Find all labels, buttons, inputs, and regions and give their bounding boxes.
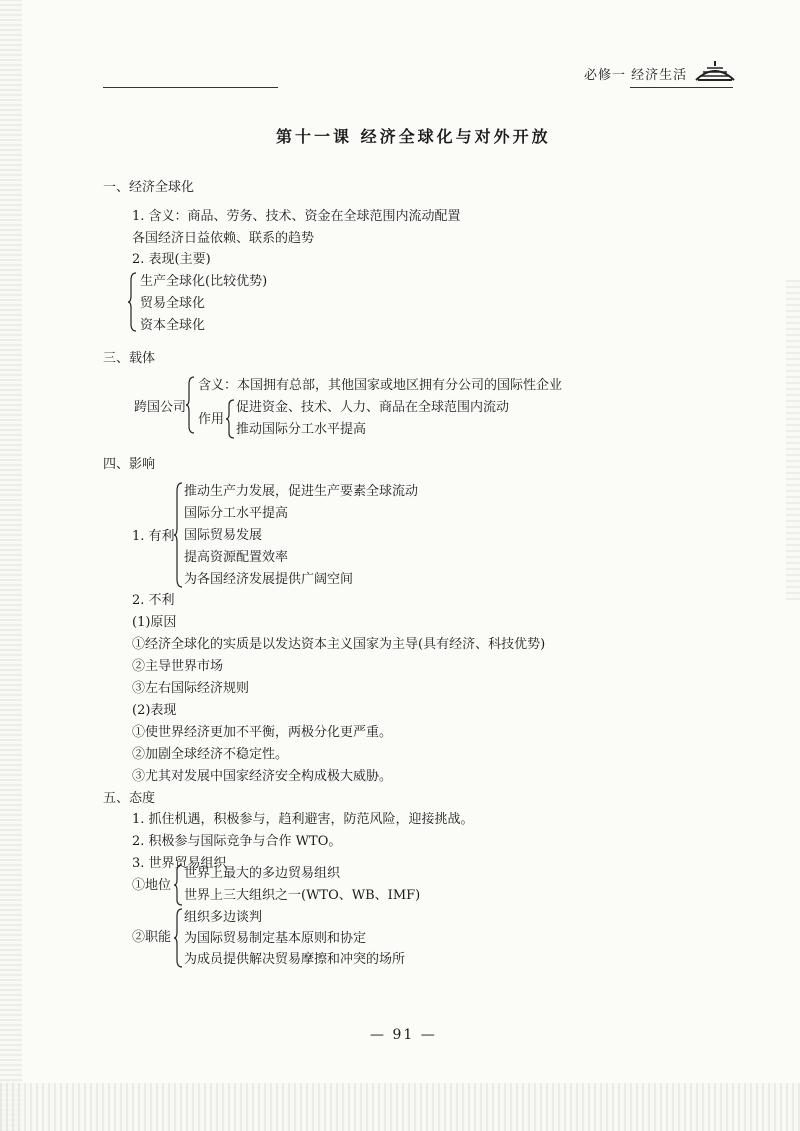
list-item: 含义：本国拥有总部，其他国家或地区拥有分公司的国际性企业 [198, 378, 563, 393]
list-item: 为成员提供解决贸易摩擦和冲突的场所 [184, 952, 406, 967]
list-item: 贸易全球化 [140, 296, 206, 311]
running-header: 必修一 经济生活 [584, 68, 688, 83]
header-rule-left [103, 87, 278, 88]
brace-icon [174, 482, 184, 588]
text-line: 各国经济日益依赖、联系的趋势 [132, 231, 315, 246]
scan-noise-left [0, 0, 22, 1131]
text-line: 2. 积极参与国际竞争与合作 WTO。 [132, 834, 342, 849]
brace-icon [174, 908, 184, 968]
list-item: 为国际贸易制定基本原则和协定 [184, 931, 367, 946]
list-item: 世界上最大的多边贸易组织 [184, 866, 341, 881]
list-item: 世界上三大组织之一(WTO、WB、IMF) [184, 888, 421, 903]
text-line: (2)表现 [132, 703, 177, 718]
list-item: 生产全球化(比较优势) [140, 274, 268, 289]
text-line: 3. 世界贸易组织 [132, 856, 227, 871]
lesson-title: 第十一课 经济全球化与对外开放 [276, 127, 551, 146]
text-line: 跨国公司 [134, 400, 187, 415]
text-line: ①地位 [132, 878, 172, 893]
list-item: 提高资源配置效率 [184, 550, 289, 565]
text-line: ①使世界经济更加不平衡，两极分化更严重。 [132, 725, 393, 740]
text-line: 1. 含义：商品、劳务、技术、资金在全球范围内流动配置 [132, 209, 461, 224]
section-heading: 四、影响 [103, 457, 156, 472]
list-item: 国际贸易发展 [184, 528, 263, 543]
section-heading: 三、载体 [103, 351, 156, 366]
text-line: ③尤其对发展中国家经济安全构成极大威胁。 [132, 769, 393, 784]
text-line: ②加剧全球经济不稳定性。 [132, 747, 289, 762]
section-heading: 五、态度 [103, 791, 156, 806]
section-heading: 一、经济全球化 [103, 180, 195, 195]
text-line: 2. 不利 [132, 593, 175, 608]
list-item: 推动国际分工水平提高 [236, 422, 367, 437]
scan-noise-bottom [0, 1083, 800, 1131]
list-item: 资本全球化 [140, 318, 206, 333]
list-item: 为各国经济发展提供广阔空间 [184, 572, 354, 587]
scan-noise-right [786, 280, 800, 600]
pagoda-ornament-icon [694, 58, 736, 84]
text-line: 1. 有利 [132, 529, 175, 544]
list-item: 促进资金、技术、人力、商品在全球范围内流动 [236, 400, 510, 415]
text-line: 作用 [198, 412, 225, 427]
text-line: 2. 表现(主要) [132, 252, 211, 267]
list-item: 推动生产力发展，促进生产要素全球流动 [184, 484, 419, 499]
header-rule-right [630, 87, 733, 88]
text-line: (1)原因 [132, 615, 177, 630]
list-item: 组织多边谈判 [184, 910, 263, 925]
list-item: 国际分工水平提高 [184, 506, 289, 521]
text-line: ③左右国际经济规则 [132, 681, 250, 696]
page-number: — 91 — [370, 1027, 437, 1043]
brace-icon [128, 272, 138, 332]
text-line: ②主导世界市场 [132, 659, 224, 674]
text-line: ②职能 [132, 930, 172, 945]
text-line: ①经济全球化的实质是以发达资本主义国家为主导(具有经济、科技优势) [132, 637, 546, 652]
brace-icon [186, 376, 196, 434]
text-line: 1. 抓住机遇，积极参与，趋利避害，防范风险，迎接挑战。 [132, 812, 474, 827]
brace-icon [226, 399, 236, 439]
brace-icon [174, 864, 184, 906]
